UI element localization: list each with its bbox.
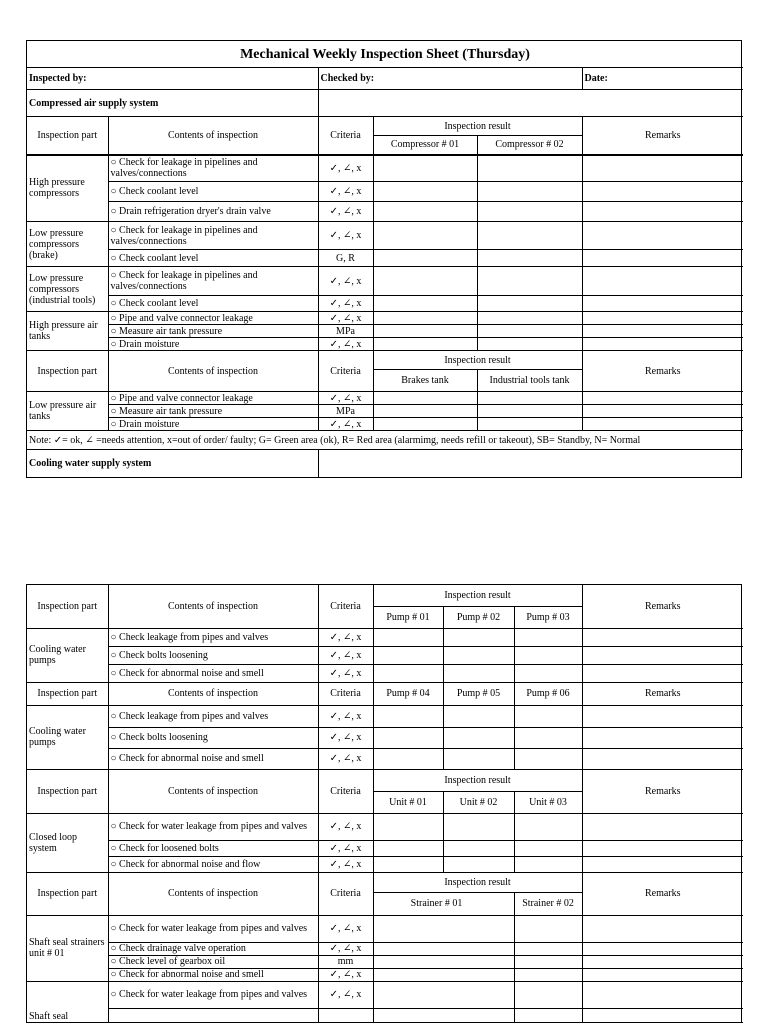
header-unit-03: Unit # 03: [514, 791, 582, 813]
header-remarks: Remarks: [582, 117, 743, 155]
header-pump-05: Pump # 05: [443, 682, 514, 705]
result-cell[interactable]: [443, 727, 514, 748]
inspection-item: ○ Drain refrigeration dryer's drain valve: [108, 202, 318, 222]
result-cell[interactable]: [514, 1008, 582, 1022]
result-cell[interactable]: [443, 664, 514, 682]
result-cell[interactable]: [477, 312, 582, 325]
criteria-cell: ✓, ∠, x: [318, 705, 373, 727]
header-strainer-01: Strainer # 01: [373, 892, 514, 915]
result-cell[interactable]: [373, 418, 477, 431]
result-cell[interactable]: [514, 968, 582, 981]
header-compressor-02: Compressor # 02: [477, 136, 582, 155]
result-cell[interactable]: [514, 915, 582, 942]
header-inspection-result: Inspection result: [373, 351, 582, 370]
date-field[interactable]: Date:: [582, 68, 743, 90]
inspection-item: ○ Pipe and valve connector leakage: [108, 312, 318, 325]
result-cell[interactable]: [373, 628, 443, 646]
header-remarks: Remarks: [582, 769, 743, 813]
inspection-item: ○ Check for loosened bolts: [108, 840, 318, 856]
part-cooling-water-pumps: Cooling water pumps: [27, 628, 108, 682]
checked-by-field[interactable]: Checked by:: [318, 68, 582, 90]
result-cell[interactable]: [514, 955, 582, 968]
section-blank: [318, 90, 743, 117]
header-inspection-result: Inspection result: [373, 117, 582, 136]
criteria-cell: ✓, ∠, x: [318, 727, 373, 748]
result-cell[interactable]: [514, 628, 582, 646]
inspection-item: ○ Check coolant level: [108, 296, 318, 312]
inspection-item: ○ Drain moisture: [108, 338, 318, 351]
part-closed-loop-system: Closed loop system: [27, 813, 108, 872]
header-inspection-result: Inspection result: [373, 872, 582, 892]
header-remarks: Remarks: [582, 585, 743, 628]
header-strainer-02: Strainer # 02: [514, 892, 582, 915]
header-remarks: Remarks: [582, 872, 743, 915]
result-cell[interactable]: [373, 296, 477, 312]
criteria-cell: ✓, ∠, x: [318, 748, 373, 769]
inspection-item: ○ Measure air tank pressure: [108, 405, 318, 418]
result-cell[interactable]: [443, 813, 514, 840]
result-cell[interactable]: [514, 856, 582, 872]
result-cell[interactable]: [373, 955, 514, 968]
remarks-cell[interactable]: [582, 727, 743, 748]
criteria-cell: ✓, ∠, x: [318, 942, 373, 955]
part-low-pressure-air-tanks: Low pressure air tanks: [27, 392, 108, 431]
header-criteria: Criteria: [318, 585, 373, 628]
remarks-cell[interactable]: [582, 646, 743, 664]
criteria-cell: [318, 1008, 373, 1022]
inspection-item: ○ Check leakage from pipes and valves: [108, 705, 318, 727]
criteria-cell: ✓, ∠, x: [318, 840, 373, 856]
result-cell[interactable]: [373, 840, 443, 856]
remarks-cell[interactable]: [582, 296, 743, 312]
criteria-cell: ✓, ∠, x: [318, 338, 373, 351]
remarks-cell[interactable]: [582, 664, 743, 682]
result-cell[interactable]: [477, 325, 582, 338]
header-contents: Contents of inspection: [108, 351, 318, 392]
inspected-by-field[interactable]: Inspected by:: [27, 68, 318, 90]
header-contents: Contents of inspection: [108, 585, 318, 628]
inspection-item: [108, 1008, 318, 1022]
section-blank: [318, 450, 743, 477]
result-cell[interactable]: [514, 748, 582, 769]
header-pump-03: Pump # 03: [514, 606, 582, 628]
remarks-cell[interactable]: [582, 250, 743, 267]
criteria-cell: ✓, ∠, x: [318, 202, 373, 222]
remarks-cell[interactable]: [582, 182, 743, 202]
result-cell[interactable]: [514, 664, 582, 682]
header-inspection-part: Inspection part: [27, 585, 108, 628]
result-cell[interactable]: [477, 222, 582, 250]
inspection-sheet-bottom: [26, 584, 742, 1023]
result-cell[interactable]: [373, 748, 443, 769]
sheet-title: Mechanical Weekly Inspection Sheet (Thursday): [27, 41, 743, 68]
result-cell[interactable]: [373, 182, 477, 202]
header-inspection-part: Inspection part: [27, 769, 108, 813]
header-inspection-result: Inspection result: [373, 769, 582, 791]
result-cell[interactable]: [373, 267, 477, 296]
result-cell[interactable]: [373, 250, 477, 267]
criteria-cell: ✓, ∠, x: [318, 182, 373, 202]
section-title-cooling-water: Cooling water supply system: [27, 450, 318, 477]
remarks-cell[interactable]: [582, 748, 743, 769]
criteria-cell: ✓, ∠, x: [318, 813, 373, 840]
part-high-pressure-air-tanks: High pressure air tanks: [27, 312, 108, 351]
remarks-cell[interactable]: [582, 981, 743, 1008]
result-cell[interactable]: [373, 915, 514, 942]
result-cell[interactable]: [373, 727, 443, 748]
inspection-item: ○ Drain moisture: [108, 418, 318, 431]
header-inspection-part: Inspection part: [27, 351, 108, 392]
result-cell[interactable]: [373, 646, 443, 664]
result-cell[interactable]: [514, 840, 582, 856]
remarks-cell[interactable]: [582, 312, 743, 325]
result-cell[interactable]: [477, 338, 582, 351]
result-cell[interactable]: [477, 267, 582, 296]
result-cell[interactable]: [373, 392, 477, 405]
legend-note: Note: ✓= ok, ∠ =needs attention, x=out of order/ faulty; G= Green area (ok), R= Red area (alarmimg, needs refill or takeout), SB= Standby, N= Normal: [27, 431, 743, 450]
result-cell[interactable]: [373, 202, 477, 222]
criteria-cell: ✓, ∠, x: [318, 392, 373, 405]
inspection-item: ○ Measure air tank pressure: [108, 325, 318, 338]
result-cell[interactable]: [514, 646, 582, 664]
criteria-cell: mm: [318, 955, 373, 968]
result-cell[interactable]: [514, 942, 582, 955]
header-unit-01: Unit # 01: [373, 791, 443, 813]
result-cell[interactable]: [373, 942, 514, 955]
criteria-cell: ✓, ∠, x: [318, 915, 373, 942]
inspection-item: ○ Check for abnormal noise and smell: [108, 664, 318, 682]
result-cell[interactable]: [443, 840, 514, 856]
result-cell[interactable]: [514, 813, 582, 840]
part-low-pressure-brake: Low pressure compressors (brake): [27, 222, 108, 267]
inspection-item: ○ Check for abnormal noise and flow: [108, 856, 318, 872]
remarks-cell[interactable]: [582, 942, 743, 955]
remarks-cell[interactable]: [582, 338, 743, 351]
result-cell[interactable]: [373, 981, 514, 1008]
remarks-cell[interactable]: [582, 840, 743, 856]
inspection-item: ○ Check for abnormal noise and smell: [108, 748, 318, 769]
remarks-cell[interactable]: [582, 705, 743, 727]
header-industrial-tools-tank: Industrial tools tank: [477, 370, 582, 392]
criteria-cell: ✓, ∠, x: [318, 418, 373, 431]
result-cell[interactable]: [477, 202, 582, 222]
remarks-cell[interactable]: [582, 222, 743, 250]
remarks-cell[interactable]: [582, 628, 743, 646]
result-cell[interactable]: [373, 968, 514, 981]
remarks-cell[interactable]: [582, 968, 743, 981]
remarks-cell[interactable]: [582, 392, 743, 405]
criteria-cell: ✓, ∠, x: [318, 968, 373, 981]
inspection-item: ○ Pipe and valve connector leakage: [108, 392, 318, 405]
header-criteria: Criteria: [318, 682, 373, 705]
result-cell[interactable]: [477, 418, 582, 431]
header-pump-02: Pump # 02: [443, 606, 514, 628]
part-cooling-water-pumps: Cooling water pumps: [27, 705, 108, 769]
criteria-cell: ✓, ∠, x: [318, 312, 373, 325]
remarks-cell[interactable]: [582, 267, 743, 296]
part-low-pressure-industrial: Low pressure compressors (industrial tools): [27, 267, 108, 312]
result-cell[interactable]: [373, 856, 443, 872]
header-inspection-part: Inspection part: [27, 872, 108, 915]
remarks-cell[interactable]: [582, 202, 743, 222]
header-criteria: Criteria: [318, 872, 373, 915]
inspection-item: ○ Check drainage valve operation: [108, 942, 318, 955]
inspection-item: ○ Check for water leakage from pipes and valves: [108, 915, 318, 942]
header-inspection-result: Inspection result: [373, 585, 582, 606]
inspection-sheet-top: [26, 40, 742, 478]
result-cell[interactable]: [443, 646, 514, 664]
header-contents: Contents of inspection: [108, 872, 318, 915]
inspection-item: ○ Check coolant level: [108, 250, 318, 267]
inspection-item: ○ Check for water leakage from pipes and valves: [108, 981, 318, 1008]
header-pump-01: Pump # 01: [373, 606, 443, 628]
result-cell[interactable]: [373, 405, 477, 418]
result-cell[interactable]: [477, 392, 582, 405]
part-high-pressure-compressors: High pressure compressors: [27, 155, 108, 222]
header-inspection-part: Inspection part: [27, 117, 108, 155]
result-cell[interactable]: [373, 705, 443, 727]
header-pump-04: Pump # 04: [373, 682, 443, 705]
result-cell[interactable]: [373, 1008, 514, 1022]
header-compressor-01: Compressor # 01: [373, 136, 477, 155]
remarks-cell[interactable]: [582, 405, 743, 418]
result-cell[interactable]: [373, 312, 477, 325]
result-cell[interactable]: [443, 748, 514, 769]
inspection-item: ○ Check for leakage in pipelines and valves/connections: [108, 155, 318, 182]
header-criteria: Criteria: [318, 351, 373, 392]
remarks-cell[interactable]: [582, 813, 743, 840]
criteria-cell: G, R: [318, 250, 373, 267]
criteria-cell: ✓, ∠, x: [318, 856, 373, 872]
inspection-item: ○ Check bolts loosening: [108, 646, 318, 664]
inspection-item: ○ Check level of gearbox oil: [108, 955, 318, 968]
criteria-cell: MPa: [318, 325, 373, 338]
result-cell[interactable]: [373, 338, 477, 351]
result-cell[interactable]: [443, 628, 514, 646]
header-unit-02: Unit # 02: [443, 791, 514, 813]
header-contents: Contents of inspection: [108, 117, 318, 155]
criteria-cell: ✓, ∠, x: [318, 628, 373, 646]
header-contents: Contents of inspection: [108, 769, 318, 813]
header-remarks: Remarks: [582, 351, 743, 392]
remarks-cell[interactable]: [582, 155, 743, 182]
criteria-cell: ✓, ∠, x: [318, 646, 373, 664]
criteria-cell: ✓, ∠, x: [318, 222, 373, 250]
inspection-item: ○ Check bolts loosening: [108, 727, 318, 748]
inspection-item: ○ Check for abnormal noise and smell: [108, 968, 318, 981]
header-inspection-part: Inspection part: [27, 682, 108, 705]
inspection-item: ○ Check for leakage in pipelines and valves/connections: [108, 222, 318, 250]
result-cell[interactable]: [443, 705, 514, 727]
header-criteria: Criteria: [318, 769, 373, 813]
compressed-air-table: [27, 41, 743, 477]
result-cell[interactable]: [477, 182, 582, 202]
remarks-cell[interactable]: [582, 418, 743, 431]
criteria-cell: ✓, ∠, x: [318, 296, 373, 312]
remarks-cell[interactable]: [582, 955, 743, 968]
header-contents: Contents of inspection: [108, 682, 318, 705]
header-pump-06: Pump # 06: [514, 682, 582, 705]
criteria-cell: ✓, ∠, x: [318, 155, 373, 182]
remarks-cell[interactable]: [582, 1008, 743, 1022]
result-cell[interactable]: [477, 155, 582, 182]
result-cell[interactable]: [514, 727, 582, 748]
part-shaft-seal-strainers-01: Shaft seal strainers unit # 01: [27, 915, 108, 981]
cooling-water-table: [27, 585, 743, 1023]
remarks-cell[interactable]: [582, 325, 743, 338]
header-brakes-tank: Brakes tank: [373, 370, 477, 392]
remarks-cell[interactable]: [582, 915, 743, 942]
part-shaft-seal: Shaft seal: [27, 981, 108, 1022]
inspection-item: ○ Check leakage from pipes and valves: [108, 628, 318, 646]
inspection-item: ○ Check coolant level: [108, 182, 318, 202]
criteria-cell: ✓, ∠, x: [318, 981, 373, 1008]
result-cell[interactable]: [373, 664, 443, 682]
result-cell[interactable]: [373, 813, 443, 840]
result-cell[interactable]: [514, 981, 582, 1008]
criteria-cell: MPa: [318, 405, 373, 418]
result-cell[interactable]: [373, 222, 477, 250]
criteria-cell: ✓, ∠, x: [318, 664, 373, 682]
section-title-compressed-air: Compressed air supply system: [27, 90, 318, 117]
result-cell[interactable]: [373, 155, 477, 182]
result-cell[interactable]: [443, 856, 514, 872]
result-cell[interactable]: [477, 405, 582, 418]
criteria-cell: ✓, ∠, x: [318, 267, 373, 296]
remarks-cell[interactable]: [582, 856, 743, 872]
inspection-item: ○ Check for leakage in pipelines and valves/connections: [108, 267, 318, 296]
header-criteria: Criteria: [318, 117, 373, 155]
result-cell[interactable]: [477, 250, 582, 267]
result-cell[interactable]: [477, 296, 582, 312]
result-cell[interactable]: [373, 325, 477, 338]
inspection-item: ○ Check for water leakage from pipes and valves: [108, 813, 318, 840]
result-cell[interactable]: [514, 705, 582, 727]
header-remarks: Remarks: [582, 682, 743, 705]
